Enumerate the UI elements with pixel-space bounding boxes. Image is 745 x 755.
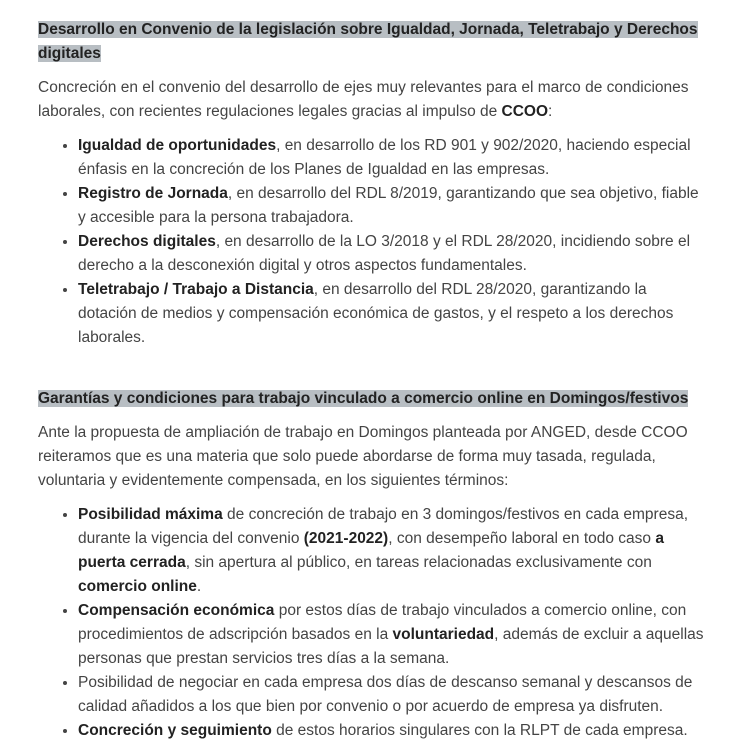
list-legislacion — [38, 134, 707, 350]
list-comercio-online — [38, 503, 707, 743]
section-intro-comercio-online: Ante la propuesta de ampliación de trabajo en Domingos planteada por ANGED, desde CCOO reiteramos que es una materia que solo puede abordarse de forma muy tasada, regulada, voluntaria y evidentemente compensada, en los siguientes términos: — [38, 424, 688, 489]
heading-highlight: Garantías y condiciones para trabajo vinculado a comercio online en Domingos/festivos — [38, 390, 689, 407]
list-item: • Igualdad de oportunidades, en desarrollo de los RD 901 y 902/2020, haciendo especial énfasis en la concreción de los Planes de Igualdad en las empresas. — [78, 134, 707, 182]
list-item: • Posibilidad máxima de concreción de trabajo en 3 domingos/festivos en cada empresa, durante la vigencia del convenio (2021-2022), con desempeño laboral en todo caso a puerta cerrada, sin apertura al público, en tareas relacionadas exclusivamente con comercio online. — [78, 503, 707, 599]
heading-highlight: Desarrollo en Convenio de la legislación sobre Igualdad, Jornada, Teletrabajo y Derechos digitales — [38, 21, 698, 62]
list-item: • Registro de Jornada, en desarrollo del RDL 8/2019, garantizando que sea objetivo, fiable y accesible para la persona trabajadora. — [78, 182, 707, 230]
list-item: • Posibilidad de negociar en cada empresa dos días de descanso semanal y descansos de calidad añadidos a los que bien por convenio o por acuerdo de empresa ya disfruten. — [78, 671, 707, 719]
section-heading-comercio-online — [38, 387, 707, 411]
section-heading-legislacion — [38, 18, 707, 66]
list-item: • Compensación económica por estos días de trabajo vinculados a comercio online, con procedimientos de adscripción basados en la voluntariedad, además de excluir a aquellas personas que prestan servicios tres días a la semana. — [78, 599, 707, 671]
section-intro-legislacion: Concreción en el convenio del desarrollo de ejes muy relevantes para el marco de condiciones laborales, con recientes regulaciones legales gracias al impulso de CCOO: — [38, 79, 689, 120]
list-item: • Concreción y seguimiento de estos horarios singulares con la RLPT de cada empresa. — [78, 719, 707, 743]
list-item: • Derechos digitales, en desarrollo de la LO 3/2018 y el RDL 28/2020, incidiendo sobre el derecho a la desconexión digital y otros aspectos fundamentales. — [78, 230, 707, 278]
list-item: • Teletrabajo / Trabajo a Distancia, en desarrollo del RDL 28/2020, garantizando la dotación de medios y compensación económica de gastos, y el respeto a los derechos laborales. — [78, 278, 707, 350]
spacer — [38, 350, 707, 387]
